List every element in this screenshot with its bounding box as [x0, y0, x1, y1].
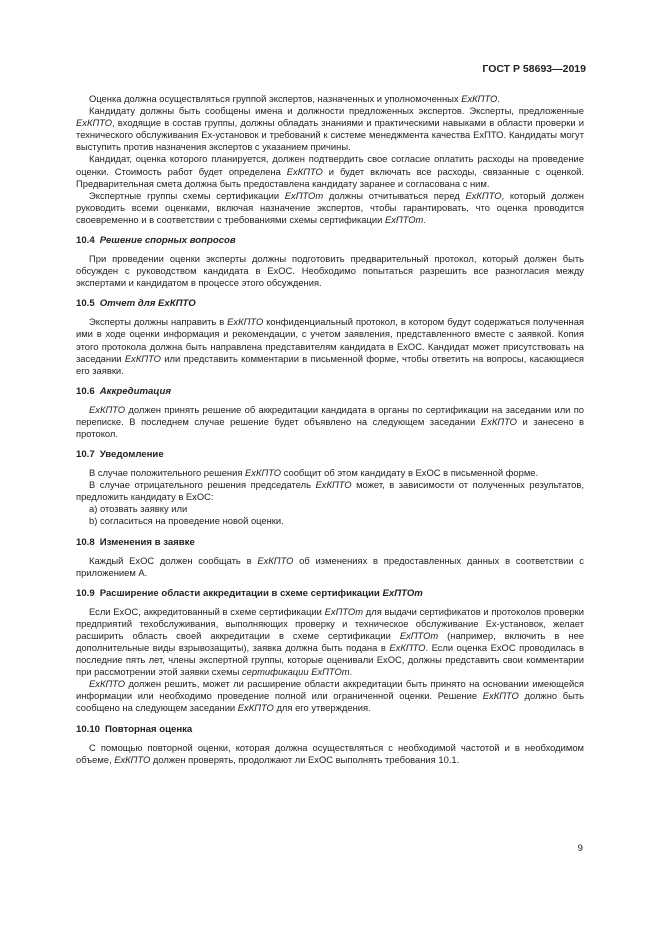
paragraph: a) отозвать заявку или	[89, 503, 188, 515]
section-title: Решение спорных вопросов	[99, 235, 236, 247]
section-heading	[76, 724, 584, 736]
paragraph: ExКПТО должен принять решение об аккредитации кандидата в органы по сертификации на заседании или по переписке. В последнем случае решение будет объявлено на следующем заседании ExКПТО и занесено в протокол.	[76, 403, 584, 439]
section-title: Изменения в заявке	[99, 536, 195, 548]
italic-term: ExКПТО	[76, 117, 113, 129]
paragraph: С помощью повторной оценки, которая должна осуществляться с необходимой частотой и в необходимом объеме, ExКПТО должен проверять, продолжают ли ExОС выполнять требования 10.1.	[76, 741, 584, 765]
section-heading	[76, 298, 584, 310]
section-number: 10.6	[76, 385, 95, 397]
italic-term: ExКПТО	[461, 93, 498, 104]
section-number: 10.4	[76, 235, 95, 247]
italic-term: ExКПТО	[227, 316, 264, 328]
italic-term: ExКПТО	[114, 753, 151, 765]
section-heading	[76, 537, 584, 549]
section-number: 10.5	[76, 298, 95, 310]
section-heading	[76, 235, 584, 247]
paragraph: В случае отрицательного решения председатель ExКПТО может, в зависимости от полученных результатов, предложить кандидату в ExОС:	[76, 479, 584, 503]
italic-term: ExКПТО	[124, 352, 161, 364]
section-heading	[76, 588, 584, 600]
paragraph: ExКПТО должен решить, может ли расширение области аккредитации быть принято на основании имеющейся информации или необходимо проведение полной или ограниченной оценки. Решение ExКПТО должно быть сообщено на следующем заседании ExКПТО для его утверждения.	[76, 678, 585, 714]
paragraph: Каждый ExОС должен сообщать в ExКПТО об изменениях в предоставленных данных в соответствии с приложением А.	[76, 554, 584, 578]
italic-term: ExКПТО	[286, 165, 323, 177]
italic-term: ExПТОт	[324, 605, 364, 617]
italic-term: ExКПТО	[315, 479, 352, 491]
section-title: Расширение области аккредитации в схеме сертификации	[99, 587, 383, 599]
section-title: Отчет для ExКПТО	[99, 298, 196, 310]
section-number: 10.7	[76, 449, 95, 461]
document-body	[76, 93, 584, 766]
section-heading	[76, 386, 584, 398]
italic-term: ExПТОт	[284, 189, 324, 201]
italic-term: ExКПТО	[480, 415, 517, 427]
paragraph: Эксперты должны направить в ExКПТО конфиденциальный протокол, в котором будут содержаться полученная ими в ходе оценки информация и рекомендации, с учетом заявления, представленного вместе с заявкой. Копия этого протокола должна быть направлена представителям кандидата в ExОС. Кандидат может присутствовать на заседании ExКПТО или представить комментарии в письменной форме, чтобы ответить на вопросы, касающиеся его заявки.	[76, 316, 584, 376]
italic-term: ExКПТО	[237, 702, 274, 714]
document-id-header: ГОСТ Р 58693—2019	[482, 63, 586, 75]
paragraph: В случае положительного решения ExКПТО сообщит об этом кандидату в ExОС в письменной форме.	[89, 467, 539, 479]
section-title-term: ExПТОт	[382, 587, 423, 599]
section-heading	[76, 449, 584, 461]
section-number: 10.10	[76, 723, 101, 735]
paragraph: Если ExОС, аккредитованный в схеме сертификации ExПТОт для выдачи сертификатов и протоколов проверки предприятий техобслуживания, выполняющих проверку и техническое обслуживание Ex-установок, желает расширить область своей аккредитации в схеме сертификации ExПТОт (например, включить в нее дополнительные виды взрывозащиты), заявка должна быть подана в ExКПТО. Если оценка ExОС проводилась в последние пять лет, члены экспертной группы, которые оценивали ExОС, должны представить свои комментарии при рассмотрении этой заявки схемы сертификации ExПТОт.	[76, 605, 584, 678]
italic-term: ExКПТО	[245, 467, 282, 479]
paragraph: При проведении оценки эксперты должны подготовить предварительный протокол, который должен быть обсужден с руководством кандидата в ExОС. Необходимо попытаться разрешить все разногласия между экспертами и кандидатом в процессе этого обсуждения.	[76, 253, 584, 289]
paragraph: Кандидату должны быть сообщены имена и должности предложенных экспертов. Эксперты, предложенные ExКПТО, входящие в состав группы, должны обладать знаниями и практическими навыками в области проверки и технического обслуживания Ex-установок и требований к системе менеджмента качества ExПТО. Кандидаты могут выступить против назначения экспертов с указанием причины.	[76, 105, 584, 153]
paragraph: Экспертные группы схемы сертификации ExПТОт должны отчитываться перед ExКПТО, который должен руководить всеми оценками, включая назначение экспертов, чтобы гарантировать, что оценка проводится своевременно и в соответствии с требованиями схемы сертификации ExПТОт.	[76, 189, 584, 225]
section-title: Уведомление	[99, 449, 164, 461]
section-number: 10.9	[76, 587, 95, 599]
italic-term: ExКПТО	[465, 189, 502, 201]
italic-term: ExКПТО	[257, 554, 294, 566]
italic-term: сертификации ExПТОт	[241, 666, 350, 678]
page-number: 9	[577, 843, 583, 854]
italic-term: ExПТОт	[399, 629, 439, 641]
paragraph: Оценка должна осуществляться группой экспертов, назначенных и уполномоченных ExКПТО.	[89, 93, 500, 104]
italic-term: ExКПТО	[482, 690, 519, 702]
italic-term: ExПТОт	[384, 213, 424, 225]
section-number: 10.8	[76, 536, 95, 548]
italic-term: ExКПТО	[89, 678, 126, 690]
paragraph: b) согласиться на проведение новой оценки.	[89, 515, 284, 527]
italic-term: ExКПТО	[89, 403, 126, 415]
paragraph: Кандидат, оценка которого планируется, должен подтвердить свое согласие оплатить расходы на проведение оценки. Стоимость работ будет определена ExКПТО и будет включать все расходы, связанные с оценкой. Предварительная смета должна быть предоставлена кандидату заранее и согласована с ним.	[76, 153, 584, 189]
italic-term: ExКПТО	[389, 642, 426, 653]
section-title: Повторная оценка	[105, 723, 193, 735]
section-title: Аккредитация	[99, 385, 172, 397]
